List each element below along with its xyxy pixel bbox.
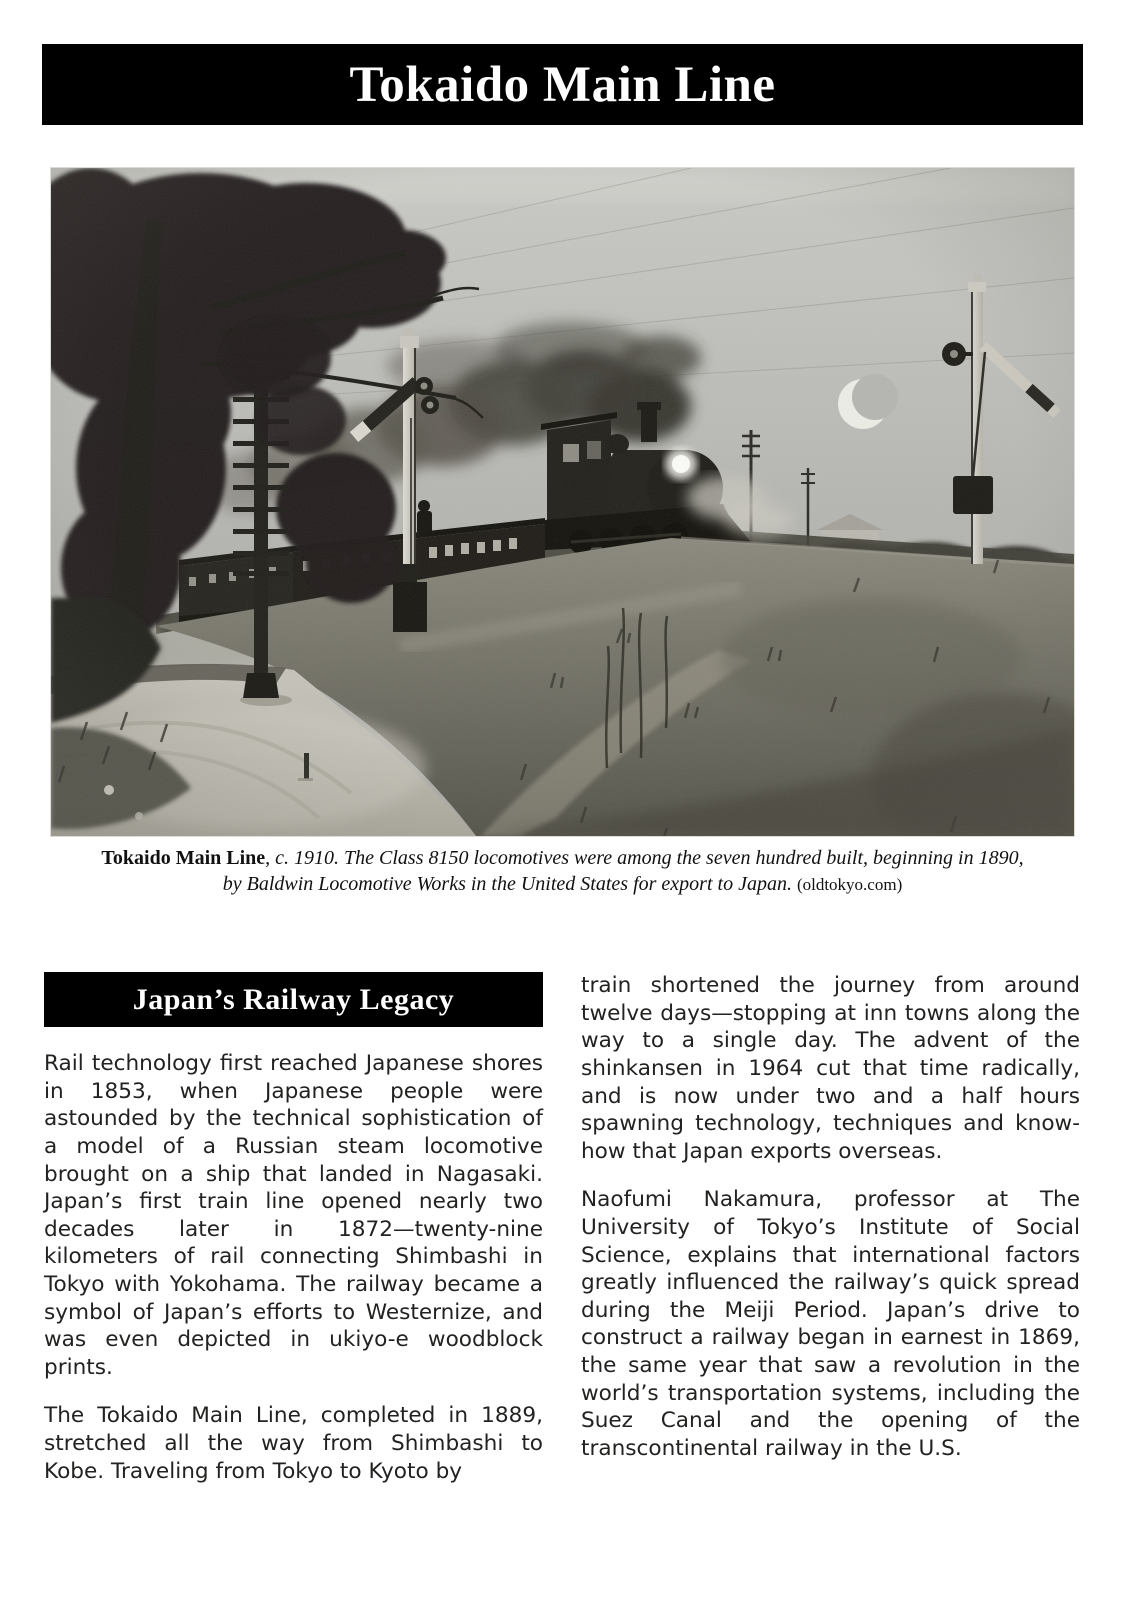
page-title: Tokaido Main Line — [349, 56, 776, 113]
caption-title: Tokaido Main Line — [101, 847, 266, 869]
article-paragraph: train shortened the journey from around twelve days—stopping at inn towns along the way to a single day. The advent of the shinkansen in 1964 cut that time radically, and is now under two and a half hours spawning technology, techniques and know-how that Japan exports overseas. — [581, 973, 1080, 1164]
article-paragraph: Naofumi Nakamura, professor at The University of Tokyo’s Institute of Social Science, explains that international factors greatly influenced the railway’s quick spread during the Meiji Period. Japan’s drive to construct a railway began in earnest in 1869, the same year that saw a revolution in the world’s transportation systems, including the Suez Canal and the opening of the transcontinental railway in the U.S. — [581, 1187, 1080, 1461]
caption-source: (oldtokyo.com) — [796, 874, 903, 894]
caption-body: , c. 1910. The Class 8150 locomotives were among the seven hundred built, beginning in 1890, by Baldwin Locomotive Works in the United States for export to Japan. — [222, 847, 1024, 895]
photo-scene — [51, 168, 1074, 836]
article-paragraph: The Tokaido Main Line, completed in 1889, stretched all the way from Shimbashi to Kobe. Traveling from Tokyo to Kyoto by — [44, 1403, 543, 1484]
article-paragraph: Rail technology first reached Japanese shores in 1853, when Japanese people were astounded by the technical sophistication of a model of a Russian steam locomotive brought on a ship that landed in Nagasaki. Japan’s first train line opened nearly two decades later in 1872—twenty-nine kilometers of rail connecting Shimbashi in Tokyo with Yokohama. The railway became a symbol of Japan’s efforts to Westernize, and was even depicted in ukiyo-e woodblock prints. — [44, 1051, 543, 1380]
title-banner — [42, 44, 1083, 125]
photo-grain — [51, 168, 1074, 836]
article-column-left — [44, 972, 543, 1485]
article-columns — [44, 972, 1081, 1485]
article-column-right — [581, 972, 1080, 1485]
train-photograph — [51, 168, 1074, 836]
section-banner — [44, 972, 543, 1027]
photo-caption — [98, 846, 1028, 897]
section-heading: Japan’s Railway Legacy — [132, 982, 455, 1016]
